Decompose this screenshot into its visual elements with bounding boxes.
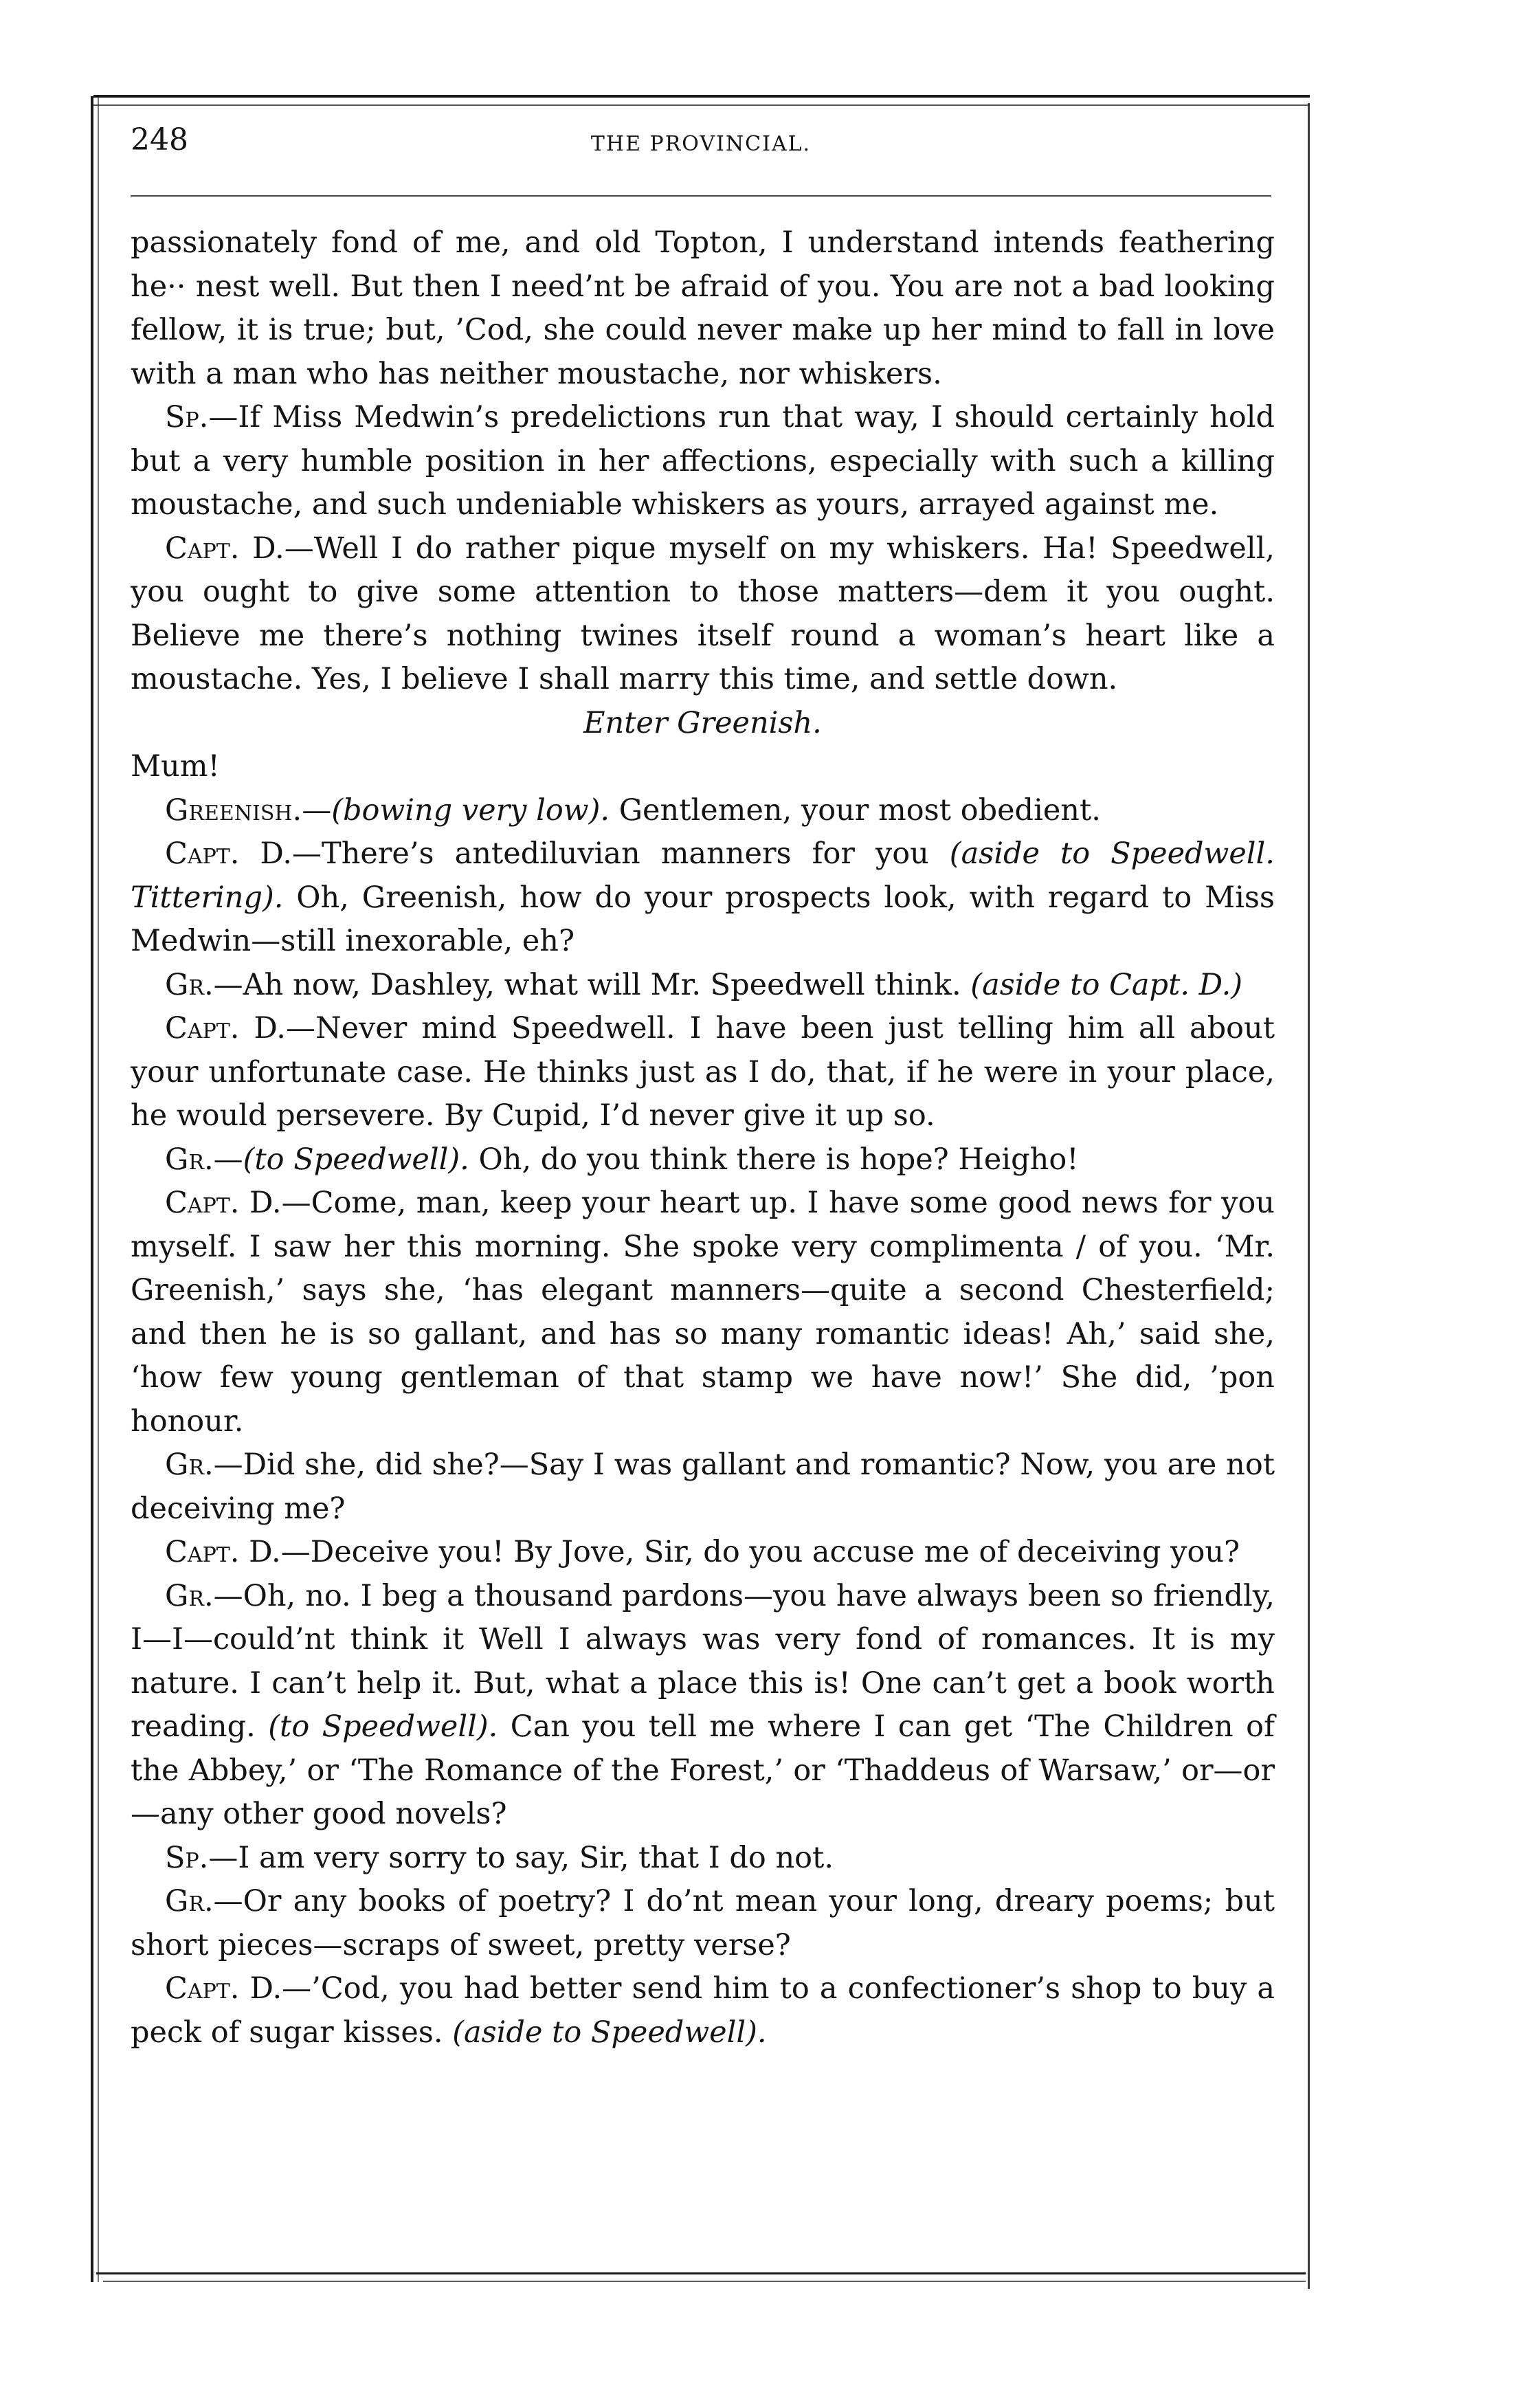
paragraph bbox=[131, 527, 1275, 702]
speaker-name: Capt. D. bbox=[165, 1011, 286, 1045]
paragraph-text: —There’s antediluvian manners for you bbox=[292, 837, 950, 871]
paragraph-text: —’Cod, you had better send him to a confectioner’s shop to buy a peck of sugar kisses. bbox=[131, 1971, 1275, 2050]
paragraph bbox=[131, 1575, 1275, 1837]
body-text bbox=[131, 221, 1275, 2055]
header-rule bbox=[131, 195, 1271, 197]
paragraph bbox=[131, 1967, 1275, 2055]
stage-aside: (aside to Capt. D.) bbox=[970, 967, 1243, 1002]
paragraph bbox=[131, 745, 1275, 789]
stage-aside: (to Speedwell). bbox=[243, 1142, 469, 1177]
frame-left-rule-inner bbox=[98, 96, 99, 2282]
paragraph-text: —If Miss Medwin’s predelictions run that way, I should certainly hold but a very humble position in her affections, especially with such a killing moustache, and such undeniable whiskers as yours, arrayed against me. bbox=[131, 400, 1275, 522]
paragraph bbox=[131, 396, 1275, 527]
paragraph-text: — bbox=[302, 793, 332, 828]
paragraph-text: —Oh, no. I beg a thousand pardons—you have always been so friendly, I—I—could’nt think it Well I always was very fond of romances. It is my nature. I can’t help it. But, what a place this is! One can’t get a book worth reading. bbox=[131, 1578, 1275, 1744]
stage-aside: (aside to Speedwell. Tittering). bbox=[131, 837, 1275, 915]
paragraph-text: —Never mind Speedwell. I have been just telling him all about your unfortunate case. He thinks just as I do, that, if he were in your place, he would persevere. By Cupid, I’d never give it up so. bbox=[131, 1011, 1275, 1133]
paragraph-text-rest: Oh, Greenish, how do your prospects look, with regard to Miss Medwin—still inexorable, eh? bbox=[131, 880, 1275, 958]
paragraph-text: passionately fond of me, and old Topton, I understand intends feathering he·· nest well. But then I need’nt be afraid of you. You are not a bad looking fellow, it is true; but, ’Cod, she could never make up her mind to fall in love with a man who has neither moustache, nor whiskers. bbox=[131, 225, 1275, 391]
paragraph bbox=[131, 964, 1275, 1008]
paragraph-text: —Did she, did she?—Say I was gallant and romantic? Now, you are not deceiving me? bbox=[131, 1448, 1275, 1526]
speaker-name: Gr. bbox=[165, 967, 214, 1002]
paragraph-text: —I am very sorry to say, Sir, that I do not. bbox=[208, 1840, 834, 1875]
speaker-name: Gr. bbox=[165, 1448, 214, 1482]
speaker-name: Capt. D. bbox=[165, 1186, 282, 1220]
speaker-name: Capt. D. bbox=[165, 531, 284, 566]
stage-aside: (aside to Speedwell). bbox=[452, 2015, 767, 2050]
paragraph bbox=[131, 789, 1275, 833]
paragraph bbox=[131, 1880, 1275, 1967]
paragraph-text-rest: Oh, do you think there is hope? Heigho! bbox=[469, 1142, 1079, 1177]
frame-right-rule bbox=[1308, 103, 1310, 2289]
speaker-name: Capt. D. bbox=[165, 837, 293, 871]
speaker-name: Sp. bbox=[165, 400, 209, 434]
paragraph-text: —Deceive you! By Jove, Sir, do you accuse me of deceiving you? bbox=[280, 1535, 1240, 1569]
frame-bottom-rule-inner bbox=[103, 2281, 1306, 2282]
speaker-name: Gr. bbox=[165, 1578, 214, 1613]
speaker-name: Capt. D. bbox=[165, 1971, 282, 2006]
stage-direction: Enter Greenish. bbox=[583, 705, 822, 740]
paragraph-text: —Ah now, Dashley, what will Mr. Speedwell think. bbox=[213, 967, 971, 1002]
speaker-name: Gr. bbox=[165, 1884, 214, 1918]
paragraph-text: —Or any books of poetry? I do’nt mean your long, dreary poems; but short pieces—scraps of sweet, pretty verse? bbox=[131, 1884, 1275, 1962]
stage-aside: (to Speedwell). bbox=[268, 1709, 498, 1744]
stage-aside: (bowing very low). bbox=[331, 793, 610, 828]
page-number: 248 bbox=[131, 122, 188, 157]
paragraph bbox=[131, 221, 1275, 396]
paragraph bbox=[131, 832, 1275, 964]
paragraph-text: Mum! bbox=[131, 749, 220, 784]
paragraph-text: — bbox=[213, 1142, 243, 1177]
frame-left-rule bbox=[91, 96, 93, 2282]
frame-top-rule bbox=[93, 95, 1310, 98]
paragraph bbox=[131, 1837, 1275, 1881]
frame-top-rule-inner bbox=[93, 104, 1310, 106]
paragraph bbox=[131, 1138, 1275, 1182]
paragraph bbox=[131, 1443, 1275, 1531]
paragraph bbox=[131, 1531, 1275, 1575]
speaker-name: Gr. bbox=[165, 1142, 214, 1177]
paragraph-text: —Well I do rather pique myself on my whiskers. Ha! Speedwell, you ought to give some attention to those matters—dem it you ought. Believe me there’s nothing twines itself round a woman’s heart like a moustache. Yes, I believe I shall marry this time, and settle down. bbox=[131, 531, 1275, 696]
running-title: THE PROVINCIAL. bbox=[590, 132, 812, 156]
speaker-name: Greenish. bbox=[165, 793, 302, 828]
frame-bottom-rule bbox=[96, 2272, 1306, 2274]
paragraph-text-rest: Gentlemen, your most obedient. bbox=[610, 793, 1101, 828]
paragraph-text-rest: Can you tell me where I can get ‘The Children of the Abbey,’ or ‘The Romance of the Forest,’ or ‘Thaddeus of Warsaw,’ or—or—any other good novels? bbox=[131, 1709, 1275, 1831]
paragraph bbox=[131, 1007, 1275, 1138]
speaker-name: Sp. bbox=[165, 1840, 209, 1875]
page-header bbox=[131, 122, 1271, 177]
speaker-name: Capt. D. bbox=[165, 1535, 281, 1569]
paragraph-text: —Come, man, keep your heart up. I have some good news for you myself. I saw her this morning. She spoke very complimenta / of you. ‘Mr. Greenish,’ says she, ‘has elegant manners—quite a second Chesterfield; and then he is so gallant, and has so many romantic ideas! Ah,’ said she, ‘how few young gentleman of that stamp we have now!’ She did, ’pon honour. bbox=[131, 1186, 1275, 1439]
paragraph bbox=[131, 1182, 1275, 1443]
